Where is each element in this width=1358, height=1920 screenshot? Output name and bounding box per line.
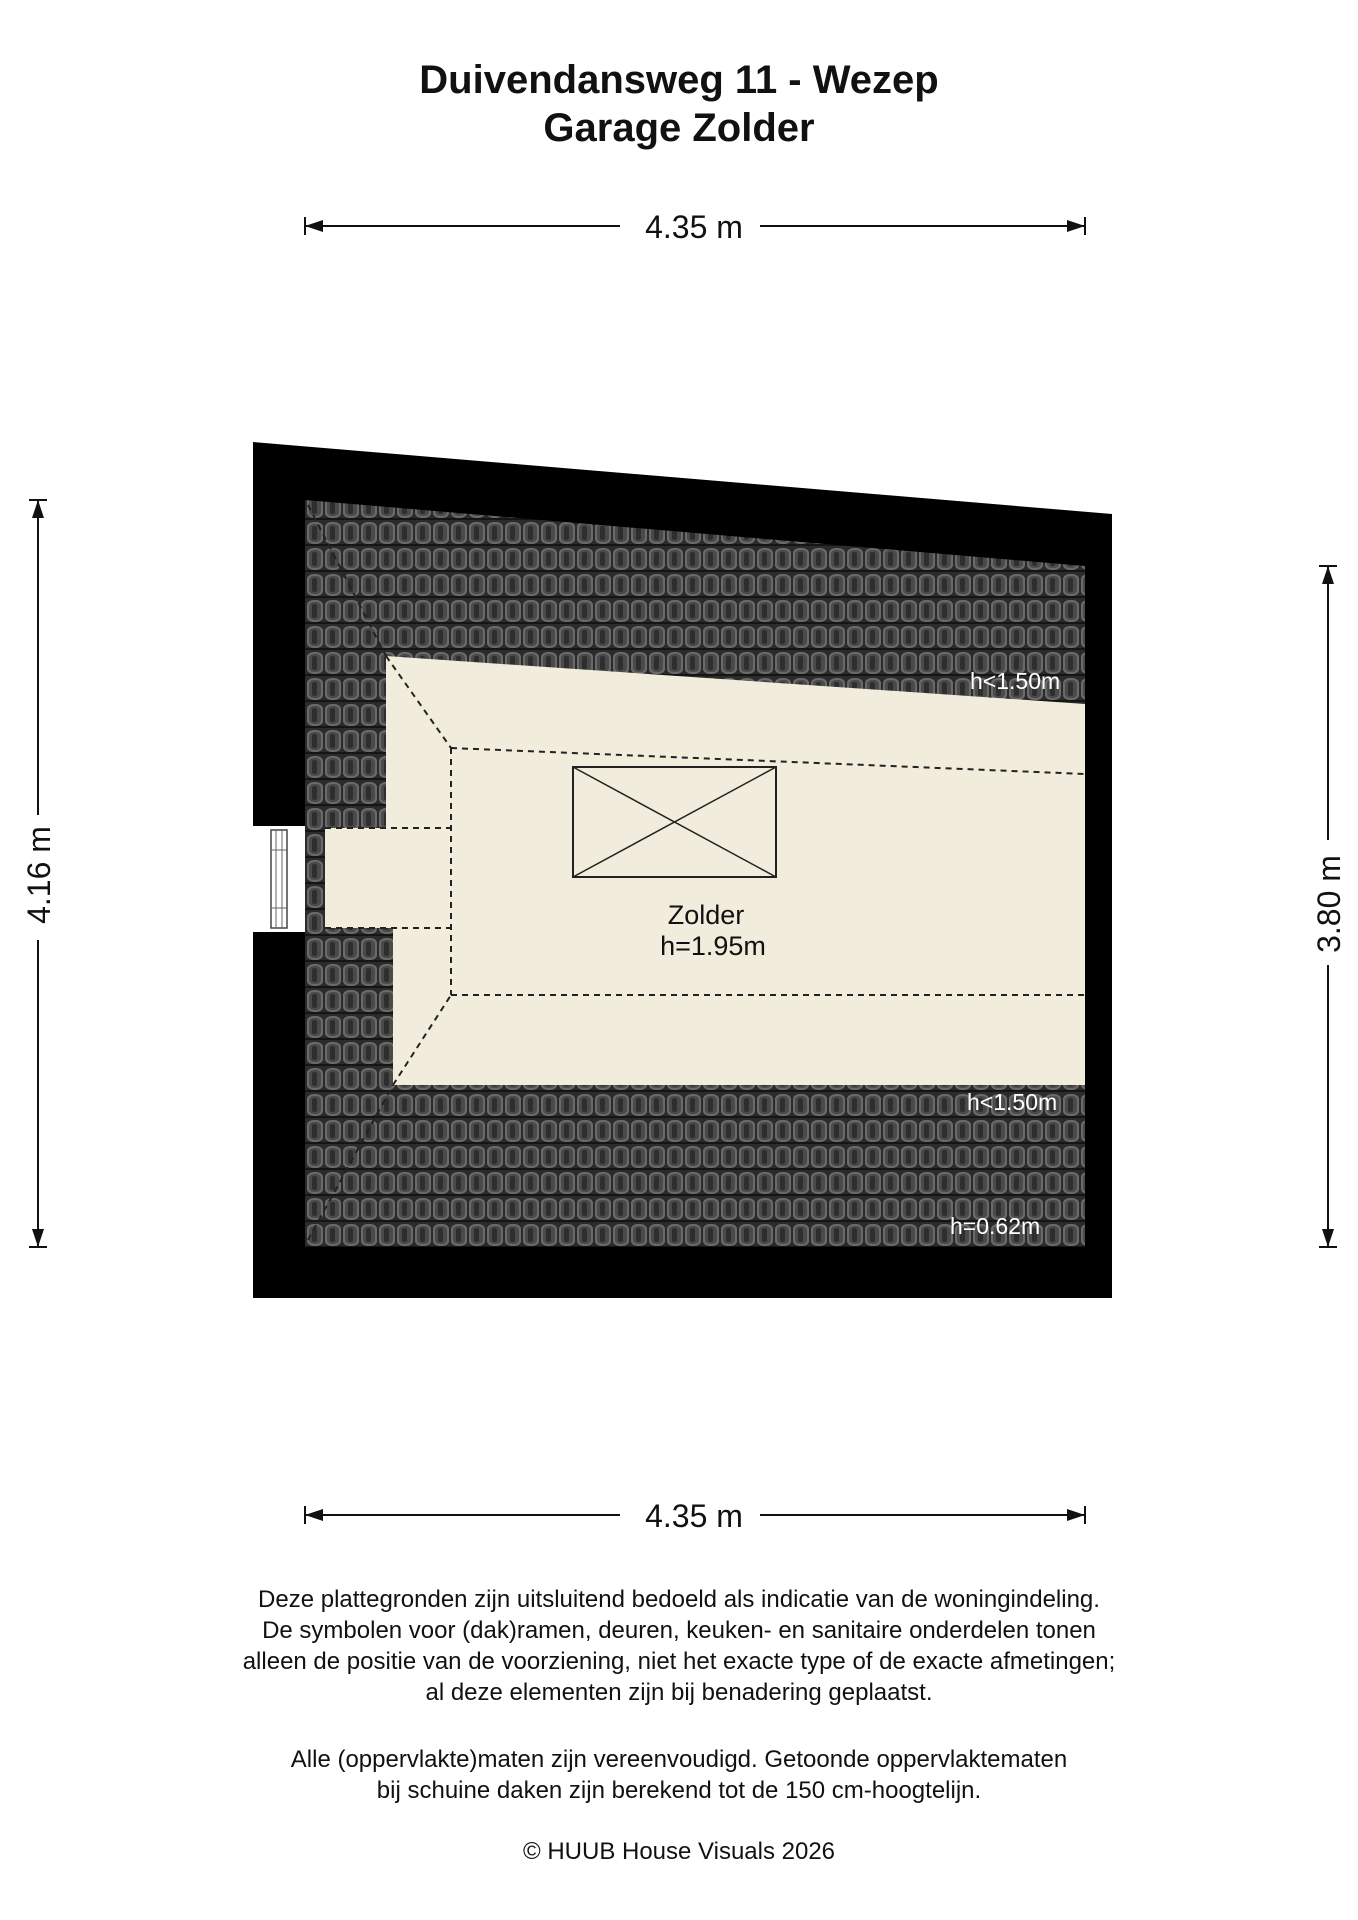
dimension-right	[1311, 566, 1347, 1247]
disclaimer-line: De symbolen voor (dak)ramen, deuren, keuken- en sanitaire onderdelen tonen	[262, 1617, 1096, 1644]
dimension-right-label: 3.80 m	[1311, 855, 1347, 953]
height-label-lower: h<1.50m	[967, 1089, 1058, 1115]
dimension-left-label: 4.16 m	[21, 826, 57, 924]
window	[253, 826, 305, 932]
dimension-left	[21, 500, 57, 1247]
room-height: h=1.95m	[660, 931, 766, 961]
dimension-bottom	[305, 1498, 1085, 1534]
copyright: © HUUB House Visuals 2026	[522, 1838, 836, 1865]
disclaimer-line: Deze plattegronden zijn uitsluitend bedoeld als indicatie van de woningindeling.	[258, 1586, 1100, 1613]
disclaimer-line: bij schuine daken zijn berekend tot de 150 cm-hoogtelijn.	[376, 1777, 982, 1804]
plan-title: Duivendansweg 11 - Wezep	[419, 58, 939, 102]
disclaimer-paragraph-2	[0, 1744, 1358, 1806]
height-label-upper: h<1.50m	[970, 668, 1061, 694]
plan-subtitle: Garage Zolder	[543, 106, 815, 150]
dimension-top-label: 4.35 m	[645, 209, 743, 245]
disclaimer-line: al deze elementen zijn bij benadering geplaatst.	[425, 1679, 933, 1706]
room-name: Zolder	[667, 900, 745, 930]
floor-area	[325, 656, 1085, 1085]
disclaimer-line: Alle (oppervlakte)maten zijn vereenvoudigd. Getoonde oppervlaktematen	[290, 1746, 1068, 1773]
disclaimer-paragraph-1	[0, 1584, 1358, 1708]
disclaimer-line: alleen de positie van de voorziening, niet het exacte type of de exacte afmetingen;	[242, 1648, 1116, 1675]
dimension-bottom-label: 4.35 m	[645, 1498, 743, 1534]
height-label-eave: h=0.62m	[950, 1213, 1041, 1239]
dimension-top	[305, 209, 1085, 245]
